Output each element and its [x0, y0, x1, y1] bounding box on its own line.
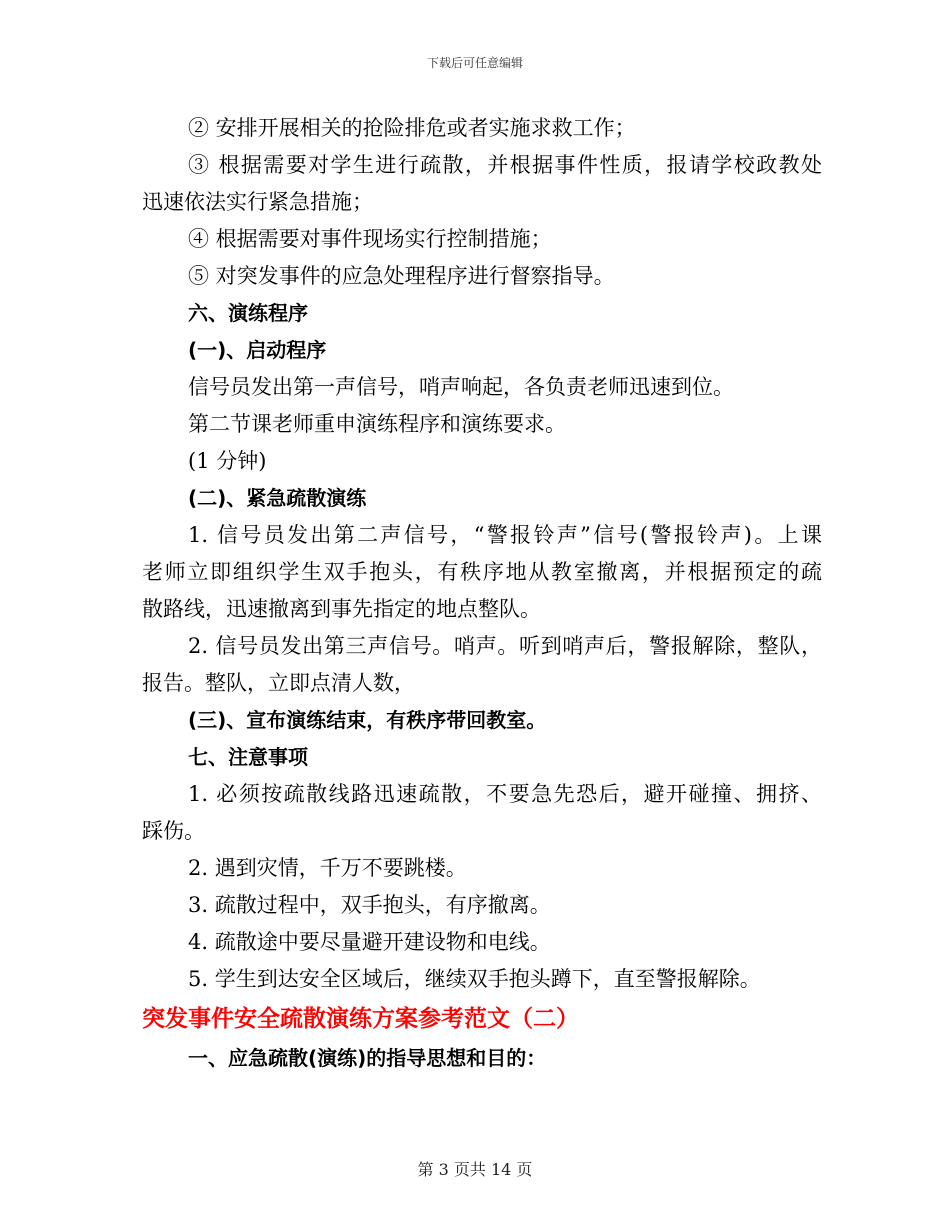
- text-line: 信号员发出第一声信号，哨声响起，各负责老师迅速到位。: [188, 375, 734, 399]
- text-line: 老师立即组织学生双手抱头，有秩序地从教室撤离，并根据预定的疏: [142, 560, 822, 584]
- heading-line: (二)、紧急疏散演练: [188, 486, 367, 510]
- text-line: ⑤ 对突发事件的应急处理程序进行督察指导。: [188, 264, 615, 288]
- page-header: 下载后可任意编辑: [426, 56, 523, 70]
- text-line: 散路线，迅速撤离到事先指定的地点整队。: [142, 597, 541, 621]
- text-line: 3. 疏散过程中，双手抱头，有序撤离。: [188, 893, 551, 917]
- text-line: 5. 学生到达安全区域后，继续双手抱头蹲下，直至警报解除。: [188, 967, 761, 991]
- heading-line: (三)、宣布演练结束，有秩序带回教室。: [188, 708, 547, 732]
- text-line: 报告。整队，立即点清人数，: [142, 671, 415, 695]
- text-line: ③ 根据需要对学生进行疏散，并根据事件性质，报请学校政教处: [188, 153, 822, 177]
- text-line: 1. 必须按疏散线路迅速疏散，不要急先恐后，避开碰撞、拥挤、: [188, 782, 822, 806]
- text-line: (1 分钟): [188, 449, 267, 473]
- text-line: 1. 信号员发出第二声信号，“警报铃声”信号(警报铃声)。上课: [188, 523, 822, 547]
- document-body: [142, 110, 822, 1077]
- text-line: ④ 根据需要对事件现场实行控制措施；: [188, 227, 552, 251]
- page-footer: 第 3 页共 14 页: [417, 1160, 533, 1179]
- section-title: 突发事件安全疏散演练方案参考范文（二）: [142, 1006, 579, 1032]
- text-line: ② 安排开展相关的抢险排危或者实施求救工作；: [188, 116, 636, 140]
- text-line: 4. 疏散途中要尽量避开建设物和电线。: [188, 930, 551, 954]
- text-line: 2. 信号员发出第三声信号。哨声。听到哨声后，警报解除，整队，: [188, 634, 822, 658]
- text-line: 2. 遇到灾情，千万不要跳楼。: [188, 856, 467, 880]
- text-line: 迅速依法实行紧急措施；: [142, 190, 373, 214]
- heading-line: 一、应急疏散(演练)的指导思想和目的：: [188, 1046, 547, 1070]
- heading-line: 七、注意事项: [188, 745, 308, 769]
- heading-line: 六、演练程序: [188, 301, 308, 325]
- heading-line: (一)、启动程序: [188, 338, 327, 362]
- text-line: 踩伤。: [142, 819, 205, 843]
- text-line: 第二节课老师重申演练程序和演练要求。: [188, 412, 566, 436]
